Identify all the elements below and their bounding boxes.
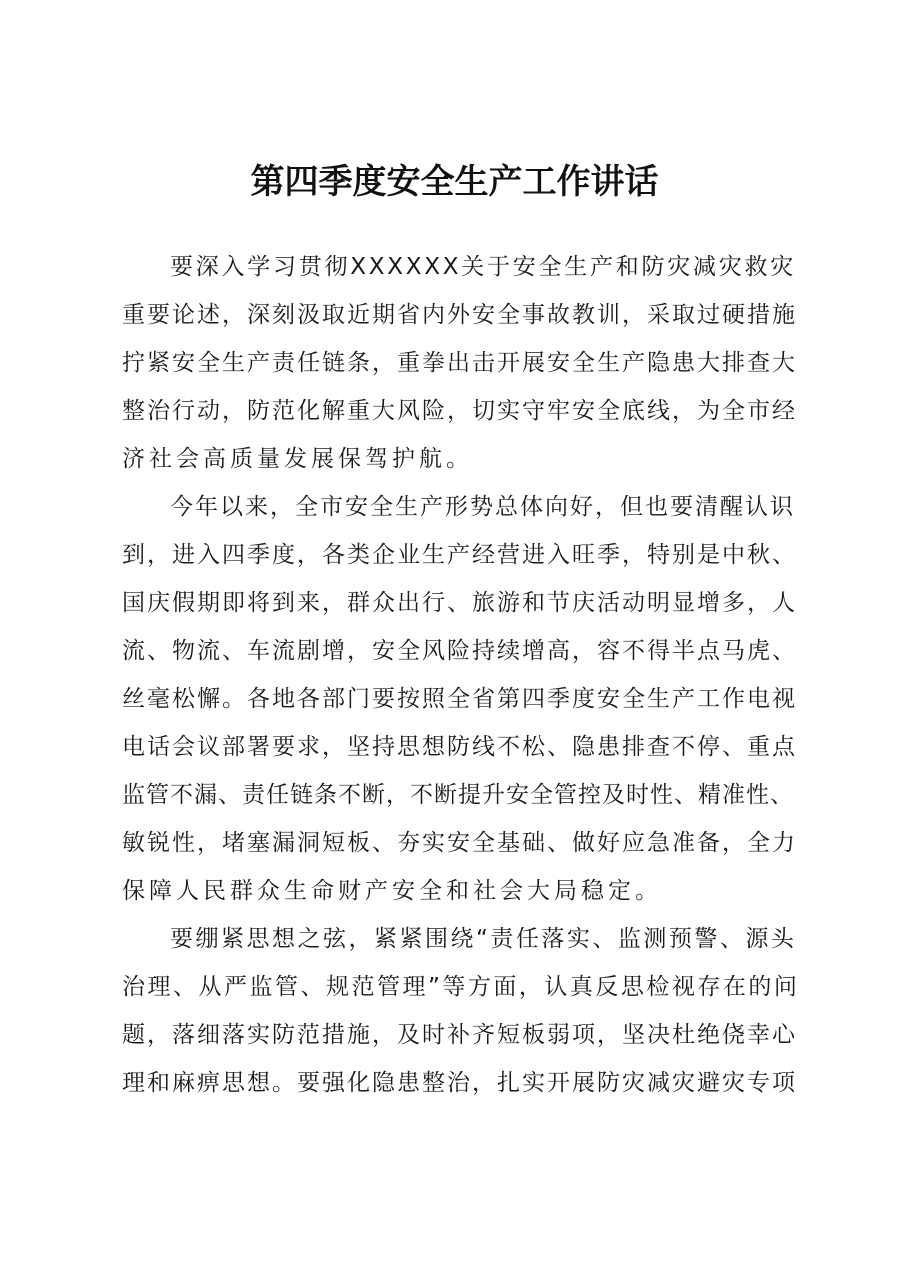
paragraph-1-line-3: 拧紧安全生产责任链条，重拳出击开展安全生产隐患大排查大 [122,350,797,376]
paragraph-2-line-1: 今年以来，全市安全生产形势总体向好，但也要清醒认识 [170,494,795,520]
paragraph-2-line-2: 到，进入四季度，各类企业生产经营进入旺季，特别是中秋、 [122,542,797,568]
paragraph-2-line-8: 敏锐性，堵塞漏洞短板、夯实安全基础、做好应急准备，全力 [122,830,797,856]
paragraph-2-line-4: 流、物流、车流剧增，安全风险持续增高，容不得半点马虎、 [122,638,797,664]
paragraph-3-line-4: 理和麻痹思想。要强化隐患整治，扎实开展防灾减灾避灾专项 [122,1070,797,1096]
paragraph-1-line-1: 要深入学习贯彻XXXXXX关于安全生产和防灾减灾救灾 [170,254,797,280]
paragraph-3-line-3: 题，落细落实防范措施，及时补齐短板弱项，坚决杜绝侥幸心 [122,1022,797,1048]
paragraph-2-line-9: 保障人民群众生命财产安全和社会大局稳定。 [122,878,662,904]
paragraph-1-line-5: 济社会高质量发展保驾护航。 [122,446,473,472]
paragraph-2-line-3: 国庆假期即将到来，群众出行、旅游和节庆活动明显增多，人 [122,590,797,616]
paragraph-2-line-7: 监管不漏、责任链条不断，不断提升安全管控及时性、精准性、 [122,782,794,808]
paragraph-1-line-4: 整治行动，防范化解重大风险，切实守牢安全底线，为全市经 [122,398,797,424]
paragraph-3-line-1: 要绷紧思想之弦，紧紧围绕“责任落实、监测预警、源头 [170,926,797,952]
paragraph-2-line-5: 丝毫松懈。各地各部门要按照全省第四季度安全生产工作电视 [122,686,797,712]
document-title: 第四季度安全生产工作讲话 [250,162,659,202]
paragraph-2-line-6: 电话会议部署要求，坚持思想防线不松、隐患排查不停、重点 [122,734,797,760]
paragraph-1-line-2: 重要论述，深刻汲取近期省内外安全事故教训，采取过硬措施 [122,302,797,328]
paragraph-3-line-2: 治理、从严监管、规范管理”等方面，认真反思检视存在的问 [122,974,800,1000]
